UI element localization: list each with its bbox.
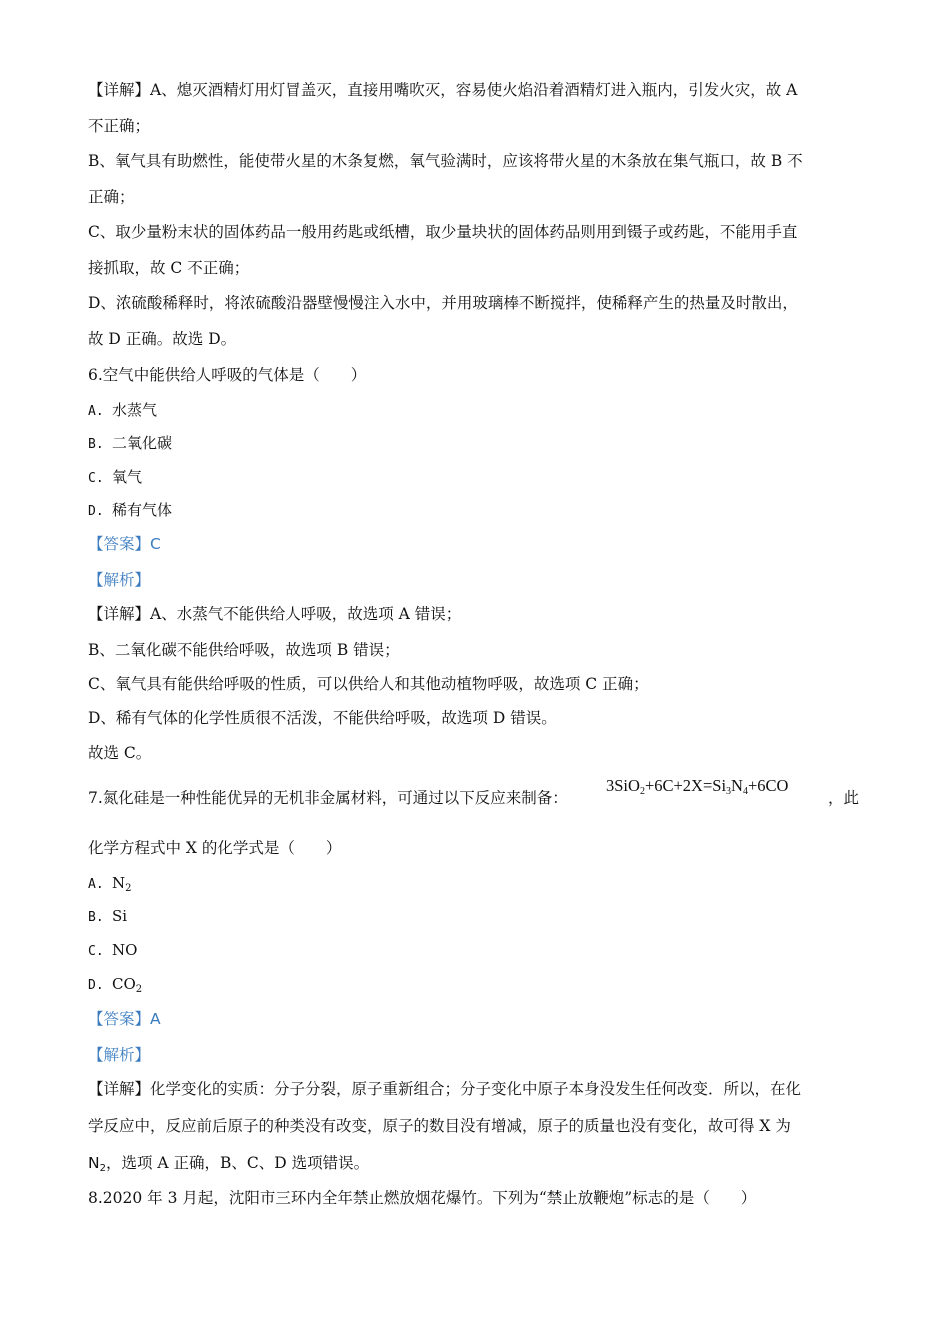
q6-option-b: B. 二氧化碳 — [88, 434, 173, 452]
q6-conclusion: 故选 C。 — [88, 744, 152, 762]
q7-question-part2: ，此 — [828, 789, 860, 807]
q6-answer: 【答案】C — [88, 535, 161, 553]
q6-analysis-tag: 【解析】 — [88, 571, 151, 589]
q7-option-d: D. $CO_2$ — [88, 975, 143, 995]
q7-question-part1: 7.氮化硅是一种性能优异的无机非金属材料，可通过以下反应来制备： — [88, 789, 568, 807]
q7-option-c: C. NO — [88, 941, 138, 959]
q8-question: 8.2020 年 3 月起，沈阳市三环内全年禁止燃放烟花爆竹。下列为“禁止放鞭炮”标志的是（ ） — [88, 1189, 757, 1207]
q7-answer: 【答案】A — [88, 1010, 161, 1028]
q7-detail-line1: 【详解】化学变化的实质：分子分裂，原子重新组合；分子变化中原子本身没发生任何改变．所以，在化 — [88, 1080, 802, 1098]
q5-detail-d-line1: D、浓硫酸稀释时，将浓硫酸沿器壁慢慢注入水中，并用玻璃棒不断搅拌，使稀释产生的热量及时散出， — [88, 294, 798, 312]
q7-analysis-tag: 【解析】 — [88, 1046, 151, 1064]
q7-option-b: B. Si — [88, 907, 128, 925]
q5-detail-a-line1: 【详解】A、熄灭酒精灯用灯冒盖灭，直接用嘴吹灭，容易使火焰沿着酒精灯进入瓶内，引发火灾，故 A — [88, 81, 798, 99]
q5-detail-b-line2: 正确； — [88, 188, 135, 206]
q7-question-line2: 化学方程式中 X 的化学式是（ ） — [88, 839, 342, 857]
q7-detail-line3: $N_2$，选项 A 正确，B、C、D 选项错误。 — [88, 1154, 370, 1174]
q6-detail-b: B、二氧化碳不能供给呼吸，故选项 B 错误； — [88, 641, 400, 659]
q5-detail-b-line1: B、氧气具有助燃性，能使带火星的木条复燃，氧气验满时，应该将带火星的木条放在集气瓶口，故 B 不 — [88, 152, 803, 170]
q6-option-d: D. 稀有气体 — [88, 501, 173, 519]
q6-detail-c: C、氧气具有能供给呼吸的性质，可以供给人和其他动植物呼吸，故选项 C 正确； — [88, 675, 649, 693]
q6-option-c: C. 氧气 — [88, 468, 143, 486]
q5-detail-a-line2: 不正确； — [88, 117, 151, 135]
q5-detail-c-line2: 接抓取，故 C 不正确； — [88, 259, 250, 277]
q6-option-a: A. 水蒸气 — [88, 401, 158, 419]
q5-detail-d-line2: 故 D 正确。故选 D。 — [88, 330, 237, 348]
q7-detail-line2: 学反应中，反应前后原子的种类没有改变，原子的数目没有增减，原子的质量也没有变化，故可得 X 为 — [88, 1117, 791, 1135]
q7-option-a: A. $N_2$ — [88, 874, 132, 894]
q6-detail-a: 【详解】A、水蒸气不能供给人呼吸，故选项 A 错误； — [88, 605, 462, 623]
q6-question: 6.空气中能供给人呼吸的气体是（ ） — [88, 366, 367, 384]
q6-detail-d: D、稀有气体的化学性质很不活泼，不能供给呼吸，故选项 D 错误。 — [88, 709, 557, 727]
q7-equation: $3SiO_2+6C+2X=Si_3N_4+6CO$ — [606, 776, 789, 797]
q5-detail-c-line1: C、取少量粉末状的固体药品一般用药匙或纸槽，取少量块状的固体药品则用到镊子或药匙，不能用手直 — [88, 223, 798, 241]
